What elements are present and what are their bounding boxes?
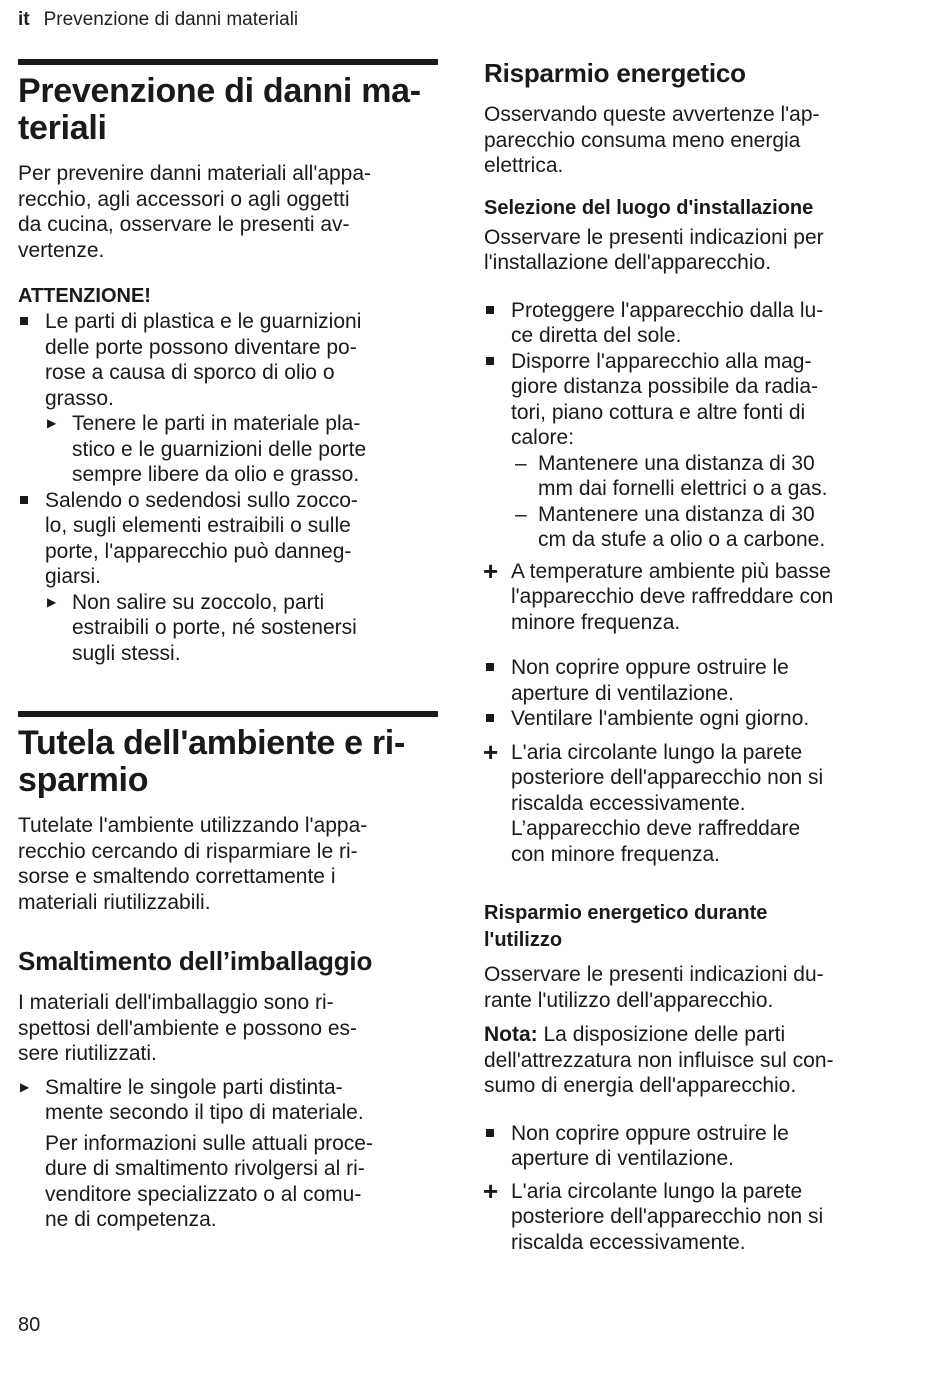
prevention-intro: Per prevenire danni materiali all'appa- recchio, agli accessori o agli oggetti da cucina, osservare le presenti av- vertenze. — [18, 162, 372, 262]
triangle-arrow-icon: ▶ — [47, 594, 57, 609]
energy-saving-intro: Osservando queste avvertenze l'ap- parecchio consuma meno energia elettrica. — [484, 103, 820, 177]
list-item: Le parti di plastica e le guarnizioni delle porte possono diventare po- rose a causa di sporco di olio o grasso. ▶ Tenere le parti in materiale pla- stico e le guarnizioni delle porte sempre libere da olio e grasso. — [18, 309, 438, 488]
square-bullet-icon — [486, 306, 494, 314]
disposal-intro: I materiali dell'imballaggio sono ri- spettosi dell'ambiente e possono es- sere riutilizzati. — [18, 991, 358, 1065]
warning-label: ATTENZIONE! — [18, 285, 151, 307]
list-item: Salendo o sedendosi sullo zocco- lo, sugli elementi estraibili o sulle porte, l'apparecchio può danneg- giarsi. ▶ Non salire su zoccolo, parti estraibili o porte, né sostenersi sugli stessi. — [18, 488, 438, 667]
list-item: Ventilare l'ambiente ogni giorno. — [484, 706, 909, 732]
plus-tip-icon: + — [483, 1175, 499, 1206]
square-bullet-icon — [486, 663, 494, 671]
page-number: 80 — [18, 1314, 41, 1336]
dash-item: – Mantenere una distanza di 30 cm da stufe a olio o a carbone. — [515, 502, 826, 551]
square-bullet-icon — [486, 1129, 494, 1137]
note-label: Nota: — [484, 1023, 538, 1046]
list-item: Non coprire oppure ostruire le aperture di ventilazione. — [484, 1121, 909, 1172]
triangle-arrow-icon: ▶ — [47, 416, 57, 430]
header-title: Prevenzione di danni materiali — [43, 9, 299, 30]
plus-tip-icon: + — [483, 555, 499, 586]
heading-environment: Tutela dell'ambiente e ri- sparmio — [18, 724, 405, 799]
square-bullet-icon — [20, 317, 28, 325]
list-item: Disporre l'apparecchio alla mag- giore distanza possibile da radia- tori, piano cottura e altre fonti di calore: – Mantenere una distanza di 30 mm dai fornelli elettrici o a gas. – Mantenere una distanza di 30 cm da stufe a olio o a carbone. — [484, 349, 909, 553]
square-bullet-icon — [20, 496, 28, 504]
action-item: ▶ Non salire su zoccolo, parti estraibili o porte, né sostenersi sugli stessi. — [47, 590, 357, 665]
square-bullet-icon — [486, 714, 494, 722]
heading-disposal: Smaltimento dell’imballaggio — [18, 946, 373, 976]
dash-item: – Mantenere una distanza di 30 mm dai fornelli elettrici o a gas. — [515, 451, 828, 500]
location-intro: Osservare le presenti indicazioni per l'installazione dell'apparecchio. — [484, 225, 824, 274]
dash-bullet-icon: – — [515, 451, 527, 475]
heading-usage: Risparmio energetico durante l'utilizzo — [484, 902, 768, 951]
action-item: ▶ Smaltire le singole parti distinta- mente secondo il tipo di materiale. — [20, 1075, 364, 1124]
environment-intro: Tutelate l'ambiente utilizzando l'appa- recchio cercando di risparmiare le ri- sorse e smaltendo correttamente i materiali riutilizzabili. — [18, 814, 368, 914]
right-column — [484, 0, 909, 1255]
dash-bullet-icon: – — [515, 502, 527, 526]
language-code: it — [18, 9, 30, 30]
section-rule — [18, 59, 438, 65]
triangle-arrow-icon: ▶ — [20, 1079, 30, 1094]
left-column — [18, 0, 438, 1233]
plus-tip-icon: + — [483, 736, 499, 767]
list-item: Proteggere l'apparecchio dalla lu- ce diretta del sole. — [484, 298, 909, 349]
note-paragraph: Nota: La disposizione delle parti dell'attrezzatura non influisce sul con- sumo di energia dell'apparecchio. — [484, 1023, 834, 1097]
tip-item: + L'aria circolante lungo la parete posteriore dell'apparecchio non si riscalda eccessivamente. L’apparecchio deve raffreddare con minore frequenza. — [483, 736, 824, 866]
disposal-info: Per informazioni sulle attuali proce- dure di smaltimento rivolgersi al ri- venditore specializzato o al comu- ne di competenza. — [45, 1131, 373, 1231]
tip-item: + A temperature ambiente più basse l'apparecchio deve raffreddare con minore frequenza. — [483, 555, 834, 634]
usage-intro: Osservare le presenti indicazioni du- rante l'utilizzo dell'apparecchio. — [484, 963, 824, 1012]
section-rule — [18, 711, 438, 717]
action-item: ▶ Tenere le parti in materiale pla- stico e le guarnizioni delle porte sempre libere da olio e grasso. — [47, 412, 367, 486]
tip-item: + L'aria circolante lungo la parete posteriore dell'apparecchio non si riscalda eccessivamente. — [483, 1175, 824, 1254]
heading-energy-saving: Risparmio energetico — [484, 58, 746, 88]
list-item: Non coprire oppure ostruire le aperture di ventilazione. — [484, 655, 909, 706]
heading-prevention: Prevenzione di danni ma- teriali — [18, 72, 421, 147]
square-bullet-icon — [486, 357, 494, 365]
heading-location: Selezione del luogo d'installazione — [484, 196, 814, 219]
